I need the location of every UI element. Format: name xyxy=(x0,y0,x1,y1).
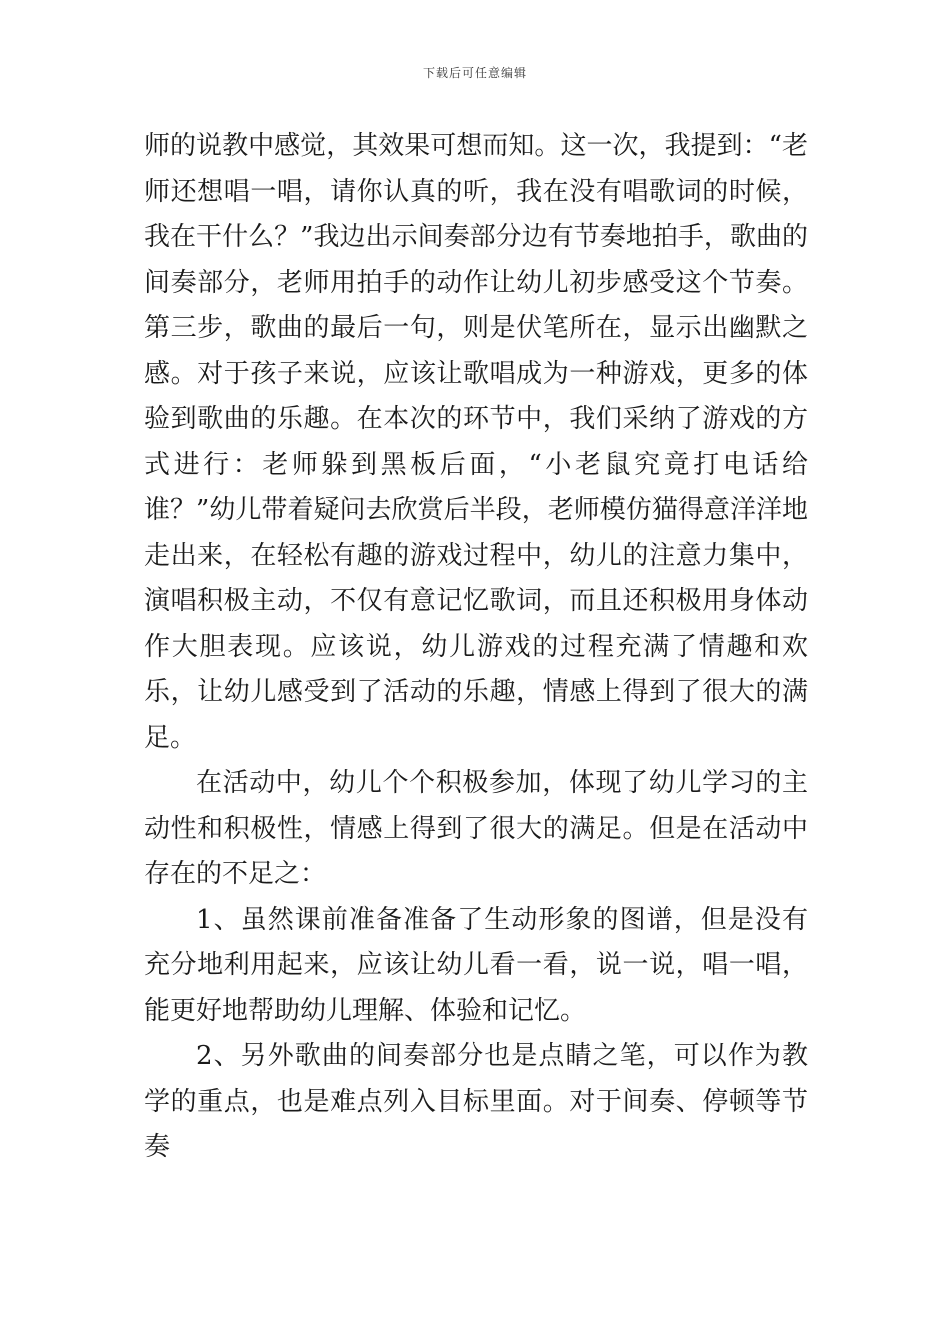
paragraph-activity-summary: 在活动中，幼儿个个积极参加，体现了幼儿学习的主动性和积极性，情感上得到了很大的满足。但是在活动中存在的不足之： xyxy=(144,768,808,889)
paragraph-point-1: 1、虽然课前准备准备了生动形象的图谱，但是没有充分地利用起来，应该让幼儿看一看，说一说，唱一唱，能更好地帮助幼儿理解、体验和记忆。 xyxy=(144,904,808,1026)
page-header: 下载后可任意编辑 xyxy=(422,66,527,80)
document-body xyxy=(144,124,808,1171)
paragraph-point-2: 2、另外歌曲的间奏部分也是点睛之笔，可以作为教学的重点，也是难点列入目标里面。对于间奏、停顿等节奏 xyxy=(144,1041,808,1162)
paragraph-continuation: 师的说教中感觉，其效果可想而知。这一次，我提到：“老师还想唱一唱，请你认真的听，我在没有唱歌词的时候，我在干什么？”我边出示间奏部分边有节奏地拍手，歌曲的间奏部分，老师用拍手的动作让幼儿初步感受这个节奏。第三步，歌曲的最后一句，则是伏笔所在，显示出幽默之感。对于孩子来说，应该让歌唱成为一种游戏，更多的体验到歌曲的乐趣。在本次的环节中，我们采纳了游戏的方式进行：老师躲到黑板后面，“小老鼠究竟打电话给谁？”幼儿带着疑问去欣赏后半段，老师模仿猫得意洋洋地走出来，在轻松有趣的游戏过程中，幼儿的注意力集中，演唱积极主动，不仅有意记忆歌词，而且还积极用身体动作大胆表现。应该说，幼儿游戏的过程充满了情趣和欢乐，让幼儿感受到了活动的乐趣，情感上得到了很大的满足。 xyxy=(144,131,808,753)
